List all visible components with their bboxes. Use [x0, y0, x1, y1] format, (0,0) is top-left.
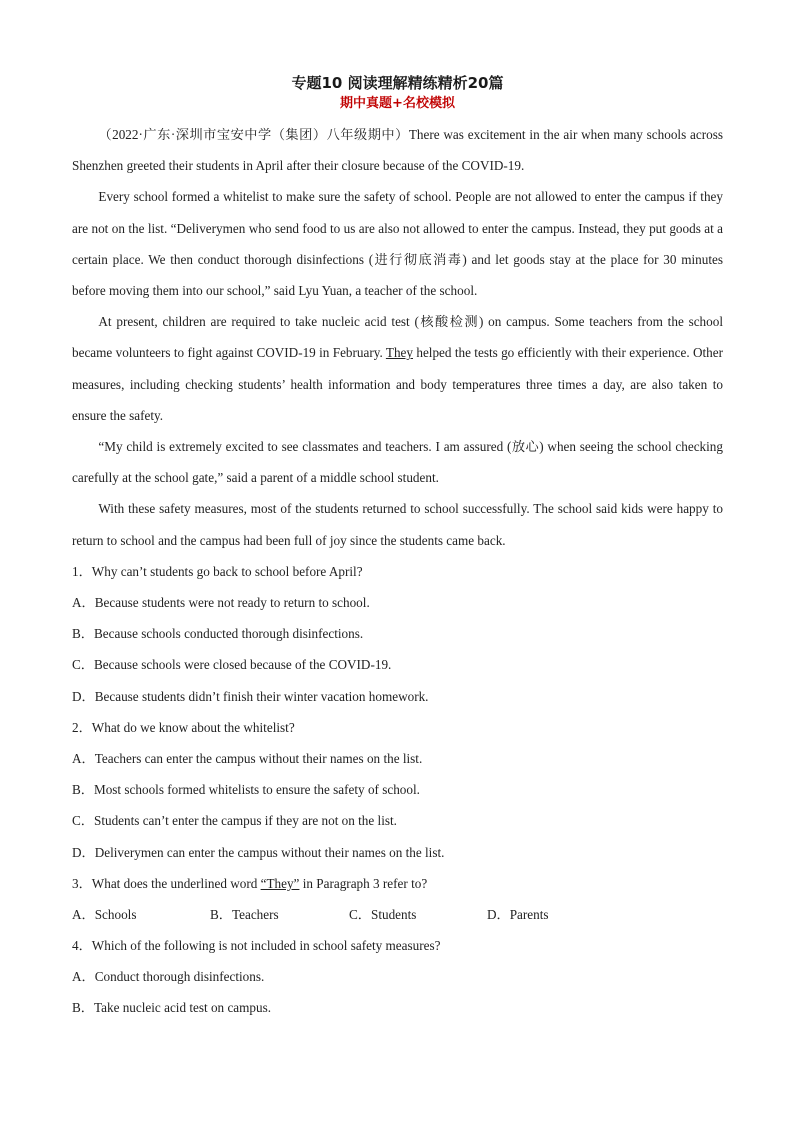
question-3-option-d: D．Parents	[487, 906, 549, 922]
question-4-option-b: B．Take nucleic acid test on campus.	[72, 1000, 272, 1016]
question-3-stem-end: in Paragraph 3 refer to?	[299, 875, 428, 891]
passage-paragraph-1	[72, 119, 723, 181]
document-page	[72, 72, 723, 1024]
question-3-option-b: B．Teachers	[210, 906, 279, 922]
question-2-stem: 2．What do we know about the whitelist?	[72, 719, 295, 735]
page-subtitle: 期中真题+名校模拟	[340, 96, 455, 111]
passage-source: （2022·广东·深圳市宝安中学（集团）八年级期中）	[98, 127, 409, 142]
question-2-option-d: D．Deliverymen can enter the campus without their names on the list.	[72, 844, 445, 860]
question-3-underlined-word: “They”	[260, 875, 300, 891]
underlined-word: They	[385, 345, 413, 361]
passage-paragraph-3-start: At present, children are required to take nucleic acid test (核酸检测) on campus. Some teachers from the school became volunteers to fight against COVID-19 in February.	[72, 314, 723, 361]
question-3-option-a: A．Schools	[72, 906, 137, 922]
question-3-option-c: C．Students	[349, 906, 417, 922]
passage-paragraph-1-text: There was excitement in the air when many schools across Shenzhen greeted their students in April after their closure because of the COVID-19.	[72, 127, 724, 174]
passage-paragraph-2: Every school formed a whitelist to make sure the safety of school. People are not allowed to enter the campus if they are not on the list. “Deliverymen who send food to us are also not allowed to enter the campus. Instead, they put goods at a certain place. We then conduct thorough disinfections (进行彻底消毒) and let goods stay at the place for 30 minutes before moving them into our school,” said Lyu Yuan, a teacher of the school.	[72, 189, 723, 299]
question-4-option-a: A．Conduct thorough disinfections.	[72, 969, 265, 985]
page-title: 专题10 阅读理解精练精析20篇	[291, 74, 504, 92]
question-3-stem	[72, 868, 723, 899]
question-1-option-b: B．Because schools conducted thorough disinfections.	[72, 626, 364, 642]
question-1-option-c: C．Because schools were closed because of the COVID-19.	[72, 657, 392, 673]
question-2-option-c: C．Students can’t enter the campus if they are not on the list.	[72, 813, 397, 829]
passage-paragraph-4: “My child is extremely excited to see classmates and teachers. I am assured (放心) when seeing the school checking carefully at the school gate,” said a parent of a middle school student.	[72, 439, 723, 486]
question-1-option-d: D．Because students didn’t finish their winter vacation homework.	[72, 688, 429, 704]
question-2-option-a: A．Teachers can enter the campus without their names on the list.	[72, 750, 423, 766]
question-3-stem-start: 3．What does the underlined word	[72, 875, 261, 891]
passage-paragraph-3	[72, 306, 723, 431]
question-4-stem: 4．Which of the following is not included in school safety measures?	[72, 938, 441, 954]
passage-paragraph-5: With these safety measures, most of the students returned to school successfully. The school said kids were happy to return to school and the campus had been full of joy since the students came back.	[72, 501, 723, 548]
question-1-stem: 1．Why can’t students go back to school before April?	[72, 563, 363, 579]
question-3-options	[72, 899, 723, 930]
passage-paragraph-3-end: helped the tests go efficiently with their experience. Other measures, including checking students’ health information and body temperatures three times a day, are also taken to ensure the safety.	[72, 345, 723, 423]
question-1-option-a: A．Because students were not ready to return to school.	[72, 595, 370, 611]
question-2-option-b: B．Most schools formed whitelists to ensure the safety of school.	[72, 782, 420, 798]
